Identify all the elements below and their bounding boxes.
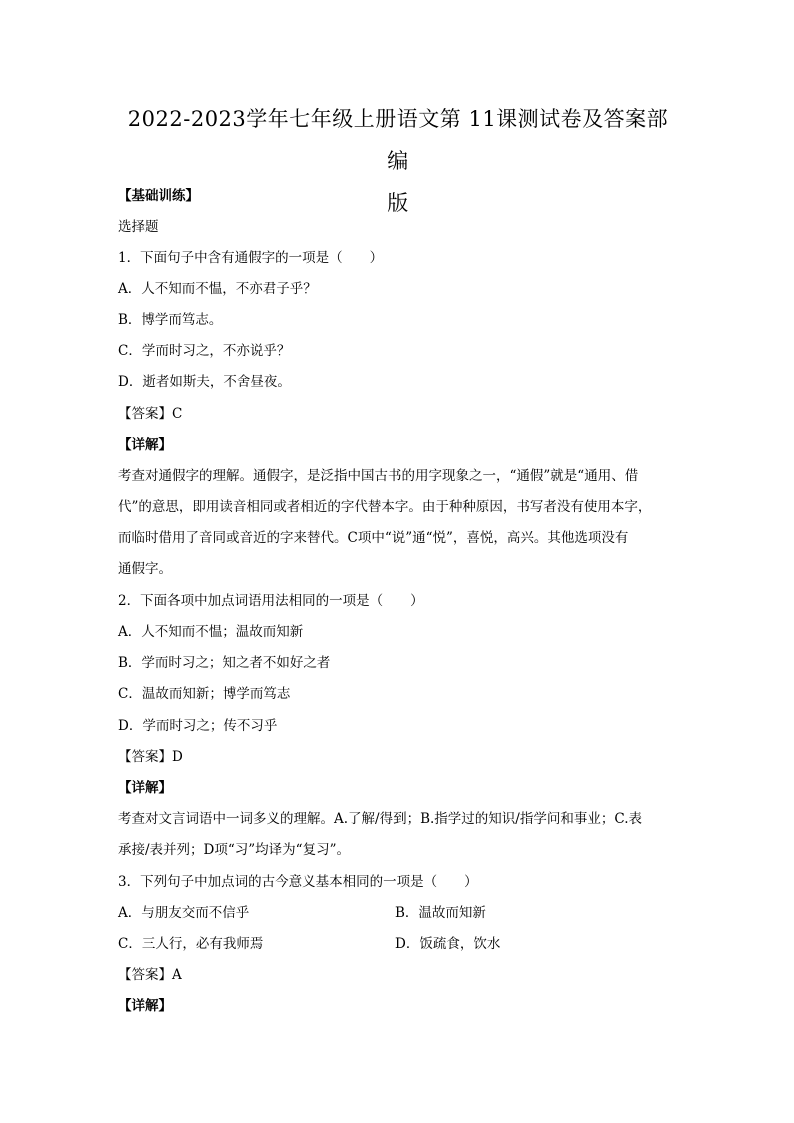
question-2-option-a: A．人不知而不愠；温故而知新 (118, 624, 304, 640)
question-1-option-c: C．学而时习之，不亦说乎？ (118, 343, 291, 359)
question-2-detail-line-1: 考查对文言词语中一词多义的理解。A.了解/得到；B.指学过的知识/指学问和事业；C.表 (118, 811, 642, 827)
question-1-stem: 1．下面句子中含有通假字的一项是（ ） (118, 250, 384, 266)
question-2-detail-line-2: 承接/表并列；D项“习”均译为“复习”。 (118, 842, 350, 858)
question-3-stem: 3．下列句子中加点词的古今意义基本相同的一项是（ ） (118, 874, 478, 890)
question-2-option-d: D．学而时习之；传不习乎 (118, 718, 278, 734)
question-2-detail-label: 【详解】 (118, 780, 172, 796)
title-line-1: 2022-2023学年七年级上册语文第 11课测试卷及答案部编 (127, 107, 669, 173)
title-line-2: 版 (387, 191, 409, 215)
question-2-answer: 【答案】D (118, 749, 183, 765)
document-title (118, 98, 678, 224)
question-3-option-d: D．饭疏食，饮水 (395, 936, 501, 952)
question-2-option-b: B．学而时习之；知之者不如好之者 (118, 655, 331, 671)
question-2-option-c: C．温故而知新；博学而笃志 (118, 686, 291, 702)
question-3-detail-label: 【详解】 (118, 998, 172, 1014)
question-1-option-b: B．博学而笃志。 (118, 312, 223, 328)
question-3-option-b: B．温故而知新 (395, 905, 486, 921)
question-1-option-a: A．人不知而不愠，不亦君子乎？ (118, 281, 317, 297)
question-2-stem: 2．下面各项中加点词语用法相同的一项是（ ） (118, 593, 424, 609)
question-1-detail-label: 【详解】 (118, 437, 172, 453)
question-1-detail-line-2: 代”的意思，即用读音相同或者相近的字代替本字。由于种种原因，书写者没有使用本字， (118, 499, 652, 515)
question-1-detail-line-4: 通假字。 (118, 561, 172, 577)
section-subheader: 选择题 (118, 219, 159, 235)
section-header: 【基础训练】 (118, 188, 199, 204)
question-1-answer: 【答案】C (118, 406, 183, 422)
question-1-detail-line-3: 而临时借用了音同或音近的字来替代。C项中“说”通“悦”，喜悦，高兴。其他选项没有 (118, 530, 629, 546)
question-1-detail-line-1: 考查对通假字的理解。通假字，是泛指中国古书的用字现象之一，“通假”就是“通用、借 (118, 468, 639, 484)
question-3-answer: 【答案】A (118, 967, 182, 983)
question-1-option-d: D．逝者如斯夫，不舍昼夜。 (118, 374, 291, 390)
question-3-option-c: C．三人行，必有我师焉 (118, 936, 264, 952)
question-3-option-a: A．与朋友交而不信乎 (118, 905, 250, 921)
